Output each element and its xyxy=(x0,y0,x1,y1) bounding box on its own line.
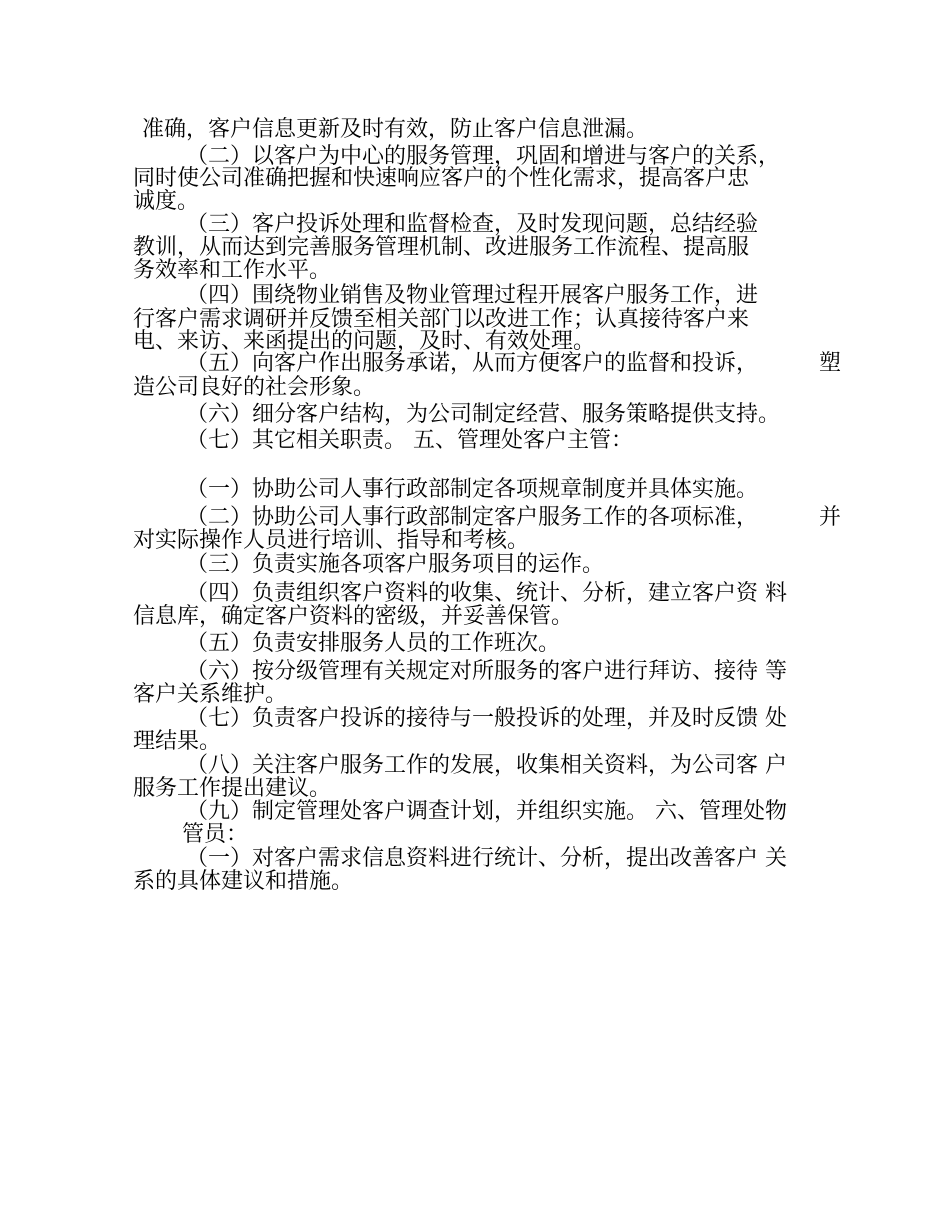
text-line: （六）细分客户结构，为公司制定经营、服务策略提供支持。 xyxy=(186,402,781,427)
text-line: 系的具体建议和措施。 xyxy=(133,869,354,894)
text-line: 对实际操作人员进行培训、指导和考核。 xyxy=(133,528,530,553)
text-line: （八）关注客户服务工作的发展，收集相关资料，为公司客 户 xyxy=(186,753,787,778)
text-line: 行客户需求调研并反馈至相关部门以改进工作；认真接待客户来 xyxy=(133,307,750,332)
text-line: 服务工作提出建议。 xyxy=(133,776,332,801)
text-line: （二）以客户为中心的服务管理，巩固和增进与客户的关系， xyxy=(186,144,781,169)
text-line: （三）客户投诉处理和监督检查，及时发现问题，总结经验 xyxy=(186,212,759,237)
text-line: 信息库，确定客户资料的密级，并妥善保管。 xyxy=(133,604,574,629)
text-line: （七）其它相关职责。 五、管理处客户主管： xyxy=(186,428,633,453)
text-line: 造公司良好的社会形象。 xyxy=(133,375,376,400)
text-line: （四）负责组织客户资料的收集、统计、分析，建立客户资 料 xyxy=(186,581,787,606)
text-line: （七）负责客户投诉的接待与一般投诉的处理，并及时反馈 处 xyxy=(186,706,787,731)
text-line: 理结果。 xyxy=(133,729,222,754)
text-line: 管员： xyxy=(182,822,249,847)
text-line: （一）对客户需求信息资料进行统计、分析，提出改善客户 关 xyxy=(186,846,787,871)
text-line: 电、来访、来函提出的问题，及时、有效处理。 xyxy=(133,329,596,354)
text-line: 务效率和工作水平。 xyxy=(133,258,332,283)
text-line: 诚度。 xyxy=(133,189,200,214)
text-line: （六）按分级管理有关规定对所服务的客户进行拜访、接待 等 xyxy=(186,659,787,684)
text-line: （三）负责实施各项客户服务项目的运作。 xyxy=(186,552,605,577)
text-line: （五）负责安排服务人员的工作班次。 xyxy=(186,631,561,656)
text-line: （九）制定管理处客户调查计划，并组织实施。 六、管理处物 xyxy=(186,799,787,824)
text-line: 客户关系维护。 xyxy=(133,682,288,707)
text-line: 同时使公司准确把握和快速响应客户的个性化需求，提高客户忠 xyxy=(133,166,750,191)
text-line: 准确，客户信息更新及时有效，防止客户信息泄漏。 xyxy=(142,117,649,142)
text-line: （二）协助公司人事行政部制定客户服务工作的各项标准， xyxy=(186,505,759,530)
text-line: （一）协助公司人事行政部制定各项规章制度并具体实施。 xyxy=(186,477,759,502)
text-line: 并 xyxy=(819,505,842,530)
text-line: 塑 xyxy=(819,351,842,376)
text-line: （五）向客户作出服务承诺，从而方便客户的监督和投诉， xyxy=(186,351,759,376)
text-line: （四）围绕物业销售及物业管理过程开展客户服务工作，进 xyxy=(186,283,759,308)
text-line: 教训，从而达到完善服务管理机制、改进服务工作流程、提高服 xyxy=(133,235,750,260)
